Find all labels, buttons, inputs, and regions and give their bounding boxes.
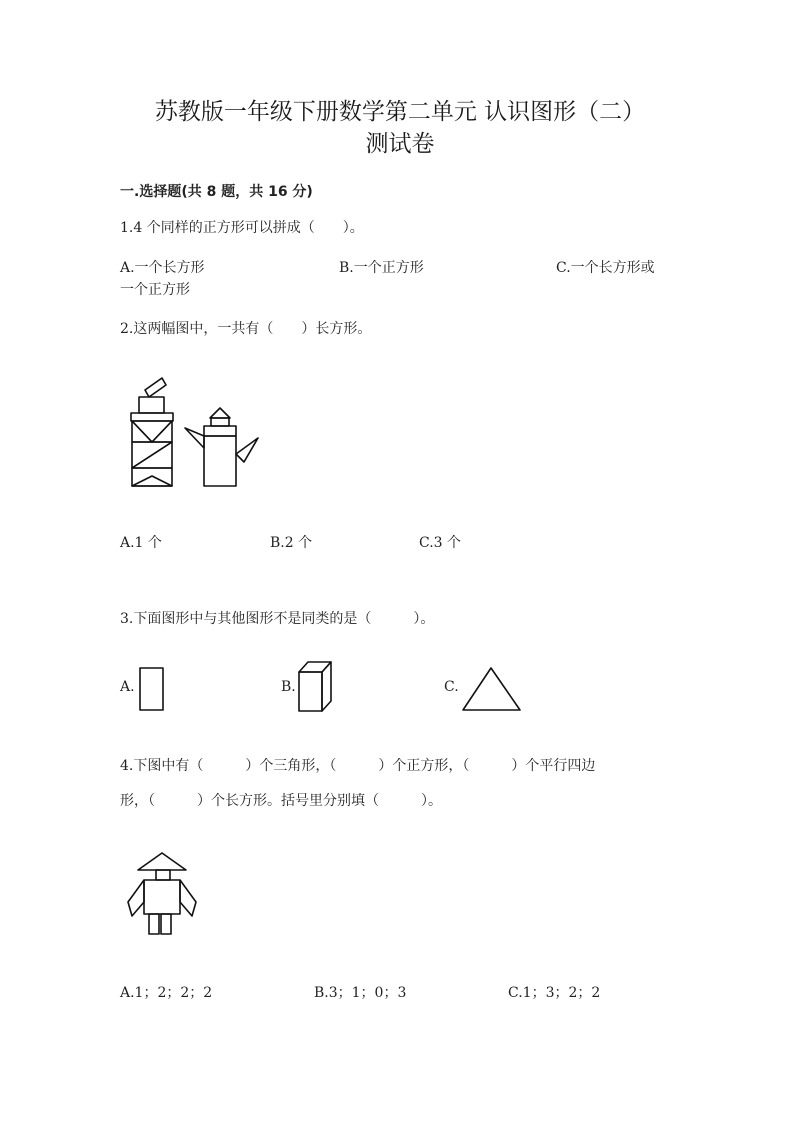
question-1-stem: 1.4 个同样的正方形可以拼成（ ）。 <box>120 220 364 236</box>
question-1-option-a[interactable]: A.一个长方形 <box>120 260 205 276</box>
question-3-option-a[interactable]: A. <box>120 679 135 695</box>
section-heading: 一.选择题(共 8 题，共 16 分) <box>120 184 313 200</box>
question-3-option-b[interactable]: B. <box>281 679 296 695</box>
question-1-option-c[interactable]: C.一个长方形或 <box>556 260 655 276</box>
question-4-stem-line1: 4.下图中有（ ）个三角形，（ ）个正方形，（ ）个平行四边 <box>120 758 596 774</box>
question-2-option-c[interactable]: C.3 个 <box>419 535 462 551</box>
question-3-triangle-shape <box>460 664 524 714</box>
question-1-option-b[interactable]: B.一个正方形 <box>339 260 424 276</box>
question-3-stem: 3.下面图形中与其他图形不是同类的是（ ）。 <box>120 611 435 627</box>
question-3-option-c[interactable]: C. <box>444 679 459 695</box>
question-4-option-a[interactable]: A.1；2；2；2 <box>120 985 213 1001</box>
question-3-cuboid-shape <box>296 659 336 715</box>
page-subtitle: 测试卷 <box>365 131 435 157</box>
question-4-stem-line2: 形，（ ）个长方形。括号里分别填（ ）。 <box>120 793 442 809</box>
question-3-rectangle-shape <box>138 666 168 712</box>
question-4-option-c[interactable]: C.1；3；2；2 <box>508 985 601 1001</box>
question-4-option-b[interactable]: B.3；1；0；3 <box>314 985 407 1001</box>
question-2-option-b[interactable]: B.2 个 <box>270 535 313 551</box>
question-2-tangram-figure <box>122 372 272 492</box>
question-4-robot-figure <box>124 850 204 940</box>
page-title: 苏教版一年级下册数学第二单元 认识图形（二） <box>154 99 646 125</box>
question-2-stem: 2.这两幅图中，一共有（ ）长方形。 <box>120 321 372 337</box>
question-1-option-c-continued[interactable]: 一个正方形 <box>120 282 190 298</box>
question-2-option-a[interactable]: A.1 个 <box>120 535 162 551</box>
